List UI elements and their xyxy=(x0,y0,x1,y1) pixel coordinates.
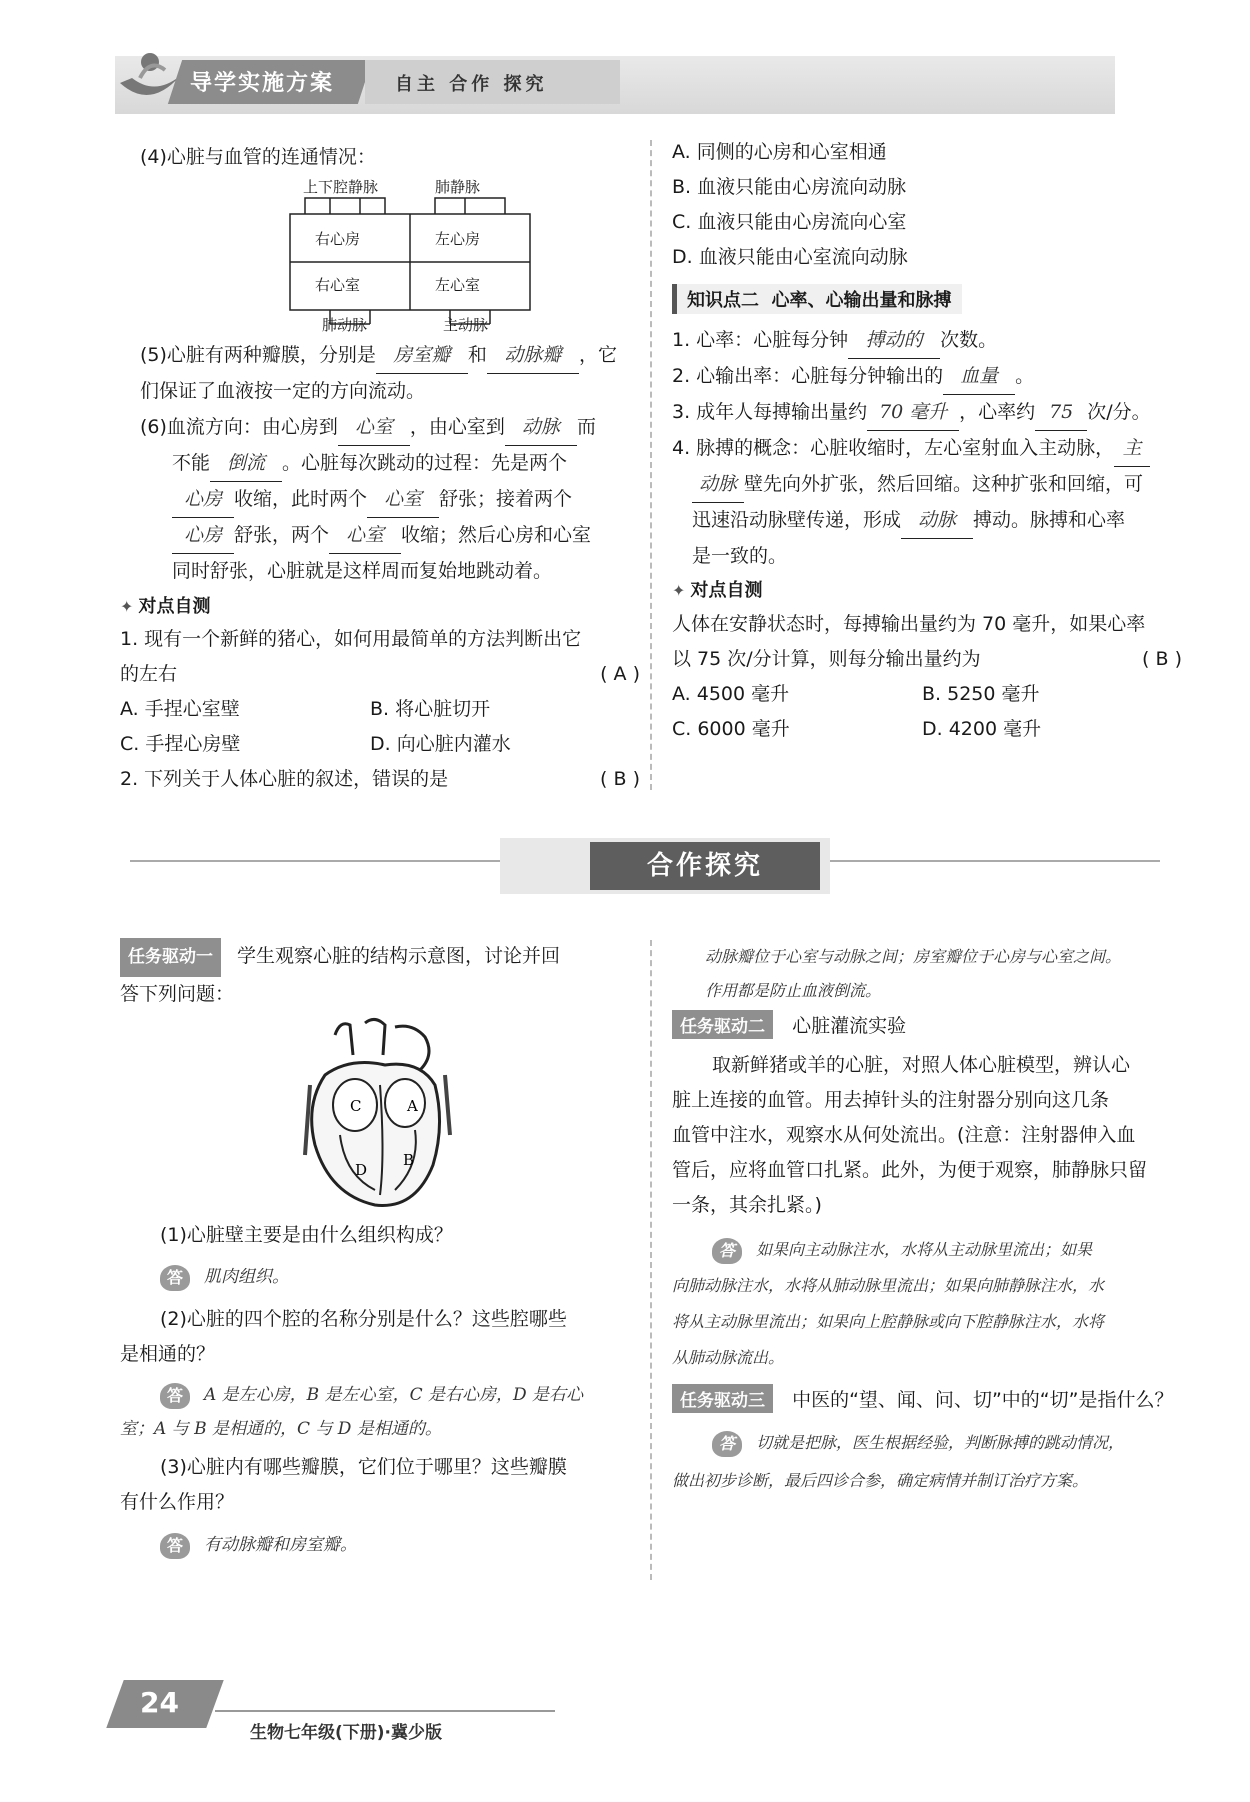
answer-icon: 答 xyxy=(712,1431,742,1457)
qa-2-question: (2)心脏的四个腔的名称分别是什么？这些腔哪些 是相通的？ xyxy=(120,1308,567,1365)
answer-blank: 心室 xyxy=(338,410,410,446)
item-5: (5)心脏有两种瓣膜，分别是 房室瓣 和 动脉瓣 ，它 们保证了血液按一定的方向流动。 xyxy=(140,338,640,409)
answer-blank: 搏动的 xyxy=(848,323,940,359)
answer-blank: 动脉 xyxy=(692,467,744,503)
task-3-header: 任务驱动三 中医的“望、闻、问、切”中的“切”是指什么？ xyxy=(672,1384,1173,1413)
answer-choice: ( B ) xyxy=(600,768,640,790)
star-icon: ✦ xyxy=(120,597,134,616)
task-2-answer: 答 如果向主动脉注水，水将从主动脉里流出；如果 向肺动脉注水，水将从肺动脉里流出；如果向肺静脉注水，水 将从主动脉里流出；如果向上腔静脉或向下腔静脉注水，水将 从肺动脉流出。 xyxy=(672,1232,1182,1376)
header-title: 导学实施方案 xyxy=(190,71,335,96)
heart-label-d: D xyxy=(355,1161,368,1179)
task-3-answer: 答 切就是把脉，医生根据经验，判断脉搏的跳动情况， 做出初步诊断，最后四诊合参，确定病情并制订治疗方案。 xyxy=(672,1424,1182,1500)
footer-rule xyxy=(215,1710,555,1712)
heart-label-c: C xyxy=(350,1097,362,1115)
answer-blank: 动脉 xyxy=(505,410,577,446)
diagram-cell-right-ventricle: 右心室 xyxy=(315,276,361,294)
diagram-cell-left-ventricle: 左心室 xyxy=(435,276,481,294)
star-icon: ✦ xyxy=(672,581,686,600)
heart-structure-diagram xyxy=(295,1015,455,1215)
answer-blank: 主 xyxy=(1114,431,1150,467)
answer-choice: ( A ) xyxy=(600,663,640,685)
kp2-body: 1. 心率：心脏每分钟 搏动的 次数。 2. 心输出率：心脏每分钟输出的 血量 。 3. 成年人每搏输出量约 70 毫升 ，心率约 75 次/分。 4. 脉搏的概念：心脏收缩时，左心室射血入主动脉， 主 动脉 壁先向外扩张，然后回缩。这种扩张和回缩，可 迅速沿动脉壁传递，形成 动脉 搏动。脉搏和心率 是一致的。 xyxy=(672,323,1182,574)
task-2-label: 任务驱动二 xyxy=(672,1010,773,1039)
task-2-body: 取新鲜猪或羊的心脏，对照人体心脏模型，辨认心 脏上连接的血管。用去掉针头的注射器分别向这几条 血管中注水，观察水从何处流出。(注意：注射器伸入血 管后，应将血管口扎紧。此外，为便于观察，肺静脉只留 一条，其余扎紧。) xyxy=(672,1054,1148,1216)
answer-blank: 75 xyxy=(1035,395,1087,431)
answer-blank: 心室 xyxy=(329,518,401,554)
task-1-label: 任务驱动一 xyxy=(120,938,221,977)
diagram-label-aorta: 主动脉 xyxy=(443,316,489,334)
answer-icon: 答 xyxy=(712,1238,742,1264)
qa-3-answer: 答 有动脉瓣和房室瓣。 xyxy=(160,1530,357,1559)
answer-blank: 动脉瓣 xyxy=(487,338,579,374)
option: D. 血液只能由心室流向动脉 xyxy=(672,246,908,268)
answer-choice: ( B ) xyxy=(1142,648,1182,670)
section-title: 合作探究 xyxy=(590,842,820,890)
item-4: (4)心脏与血管的连通情况： xyxy=(140,146,376,168)
option: B. 血液只能由心房流向动脉 xyxy=(672,176,907,198)
option: B. 5250 毫升 xyxy=(922,683,1040,705)
qa-3-answer-continued: 动脉瓣位于心室与动脉之间；房室瓣位于心房与心室之间。 作用都是防止血液倒流。 xyxy=(705,947,1122,1000)
task-3-label: 任务驱动三 xyxy=(672,1384,773,1413)
option: A. 同侧的心房和心室相通 xyxy=(672,141,887,163)
answer-blank: 70 毫升 xyxy=(867,395,959,431)
book-title: 生物七年级(下册)·冀少版 xyxy=(250,1723,442,1743)
answer-blank: 动脉 xyxy=(901,503,973,539)
item-6: (6)血流方向：由心房到 心室 ，由心室到 动脉 而 不能 倒流 。心脏每次跳动的过程：先是两个 心房 收缩，此时两个 心室 舒张；接着两个 心房 舒张，两个 心室 收缩；然后心房和心室 同时舒张，心脏就是这样周而复始地跳动着。 xyxy=(140,410,640,589)
answer-blank: 血量 xyxy=(943,359,1015,395)
option: D. 4200 毫升 xyxy=(922,718,1042,740)
column-divider-top xyxy=(650,140,652,790)
page-number: 24 xyxy=(140,1686,179,1719)
answer-blank: 心房 xyxy=(172,482,234,518)
option: D. 向心脏内灌水 xyxy=(370,733,511,755)
diagram-cell-right-atrium: 右心房 xyxy=(315,230,361,248)
q2-options xyxy=(672,135,1172,275)
selftest-label-right: ✦ 对点自测 xyxy=(672,580,763,601)
answer-icon: 答 xyxy=(160,1383,190,1409)
knowledge-point-2: 知识点二 心率、心输出量和脉搏 xyxy=(672,284,962,314)
qa-2-answer: 答 A 是左心房，B 是左心室，C 是右心房，D 是右心 室；A 与 B 是相通的，C 与 D 是相通的。 xyxy=(120,1378,640,1446)
selftest-label-left: ✦ 对点自测 xyxy=(120,596,211,617)
option: A. 手捏心室壁 xyxy=(120,698,240,720)
answer-icon: 答 xyxy=(160,1533,190,1559)
option: B. 将心脏切开 xyxy=(370,698,491,720)
header-tags: 自主 合作 探究 xyxy=(395,74,548,95)
diagram-lines xyxy=(285,176,545,336)
option: C. 血液只能由心房流向心室 xyxy=(672,211,907,233)
heart-label-a: A xyxy=(407,1097,418,1115)
right-question: 人体在安静状态时，每搏输出量约为 70 毫升，如果心率 以 75 次/分计算，则每分输出量约为 ( B ) A. 4500 毫升 B. 5250 毫升 C. 6000 毫升 D. 4200 毫升 xyxy=(672,607,1182,747)
qa-3-question: (3)心脏内有哪些瓣膜，它们位于哪里？这些瓣膜 有什么作用？ xyxy=(120,1456,567,1513)
qa-1-question: (1)心脏壁主要是由什么组织构成？ xyxy=(160,1224,453,1246)
option: C. 6000 毫升 xyxy=(672,718,790,740)
question-1: 1. 现有一个新鲜的猪心，如何用最简单的方法判断出它 的左右 ( A ) A. 手捏心室壁 B. 将心脏切开 C. 手捏心房壁 D. 向心脏内灌水 2. 下列关于人体心脏的叙述，错误的是 ( B ) xyxy=(120,622,640,797)
diagram-label-pulmonary-vein: 肺静脉 xyxy=(435,178,481,196)
answer-blank: 房室瓣 xyxy=(376,338,468,374)
answer-blank: 心房 xyxy=(172,518,234,554)
diagram-label-vena-cava: 上下腔静脉 xyxy=(303,178,379,196)
heart-label-b: B xyxy=(403,1151,415,1169)
diagram-cell-left-atrium: 左心房 xyxy=(435,230,481,248)
diagram-label-pulmonary-artery: 肺动脉 xyxy=(322,316,368,334)
option: A. 4500 毫升 xyxy=(672,683,790,705)
answer-blank: 倒流 xyxy=(210,446,282,482)
answer-blank: 心室 xyxy=(367,482,439,518)
task-1: 任务驱动一 学生观察心脏的结构示意图，讨论并回 答下列问题： xyxy=(120,938,640,1012)
column-divider-bottom xyxy=(650,940,652,1580)
option: C. 手捏心房壁 xyxy=(120,733,241,755)
heart-connection-diagram xyxy=(285,176,545,336)
task-2-header: 任务驱动二 心脏灌流实验 xyxy=(672,1010,906,1039)
qa-1-answer: 答 肌肉组织。 xyxy=(160,1262,289,1291)
answer-icon: 答 xyxy=(160,1265,190,1291)
